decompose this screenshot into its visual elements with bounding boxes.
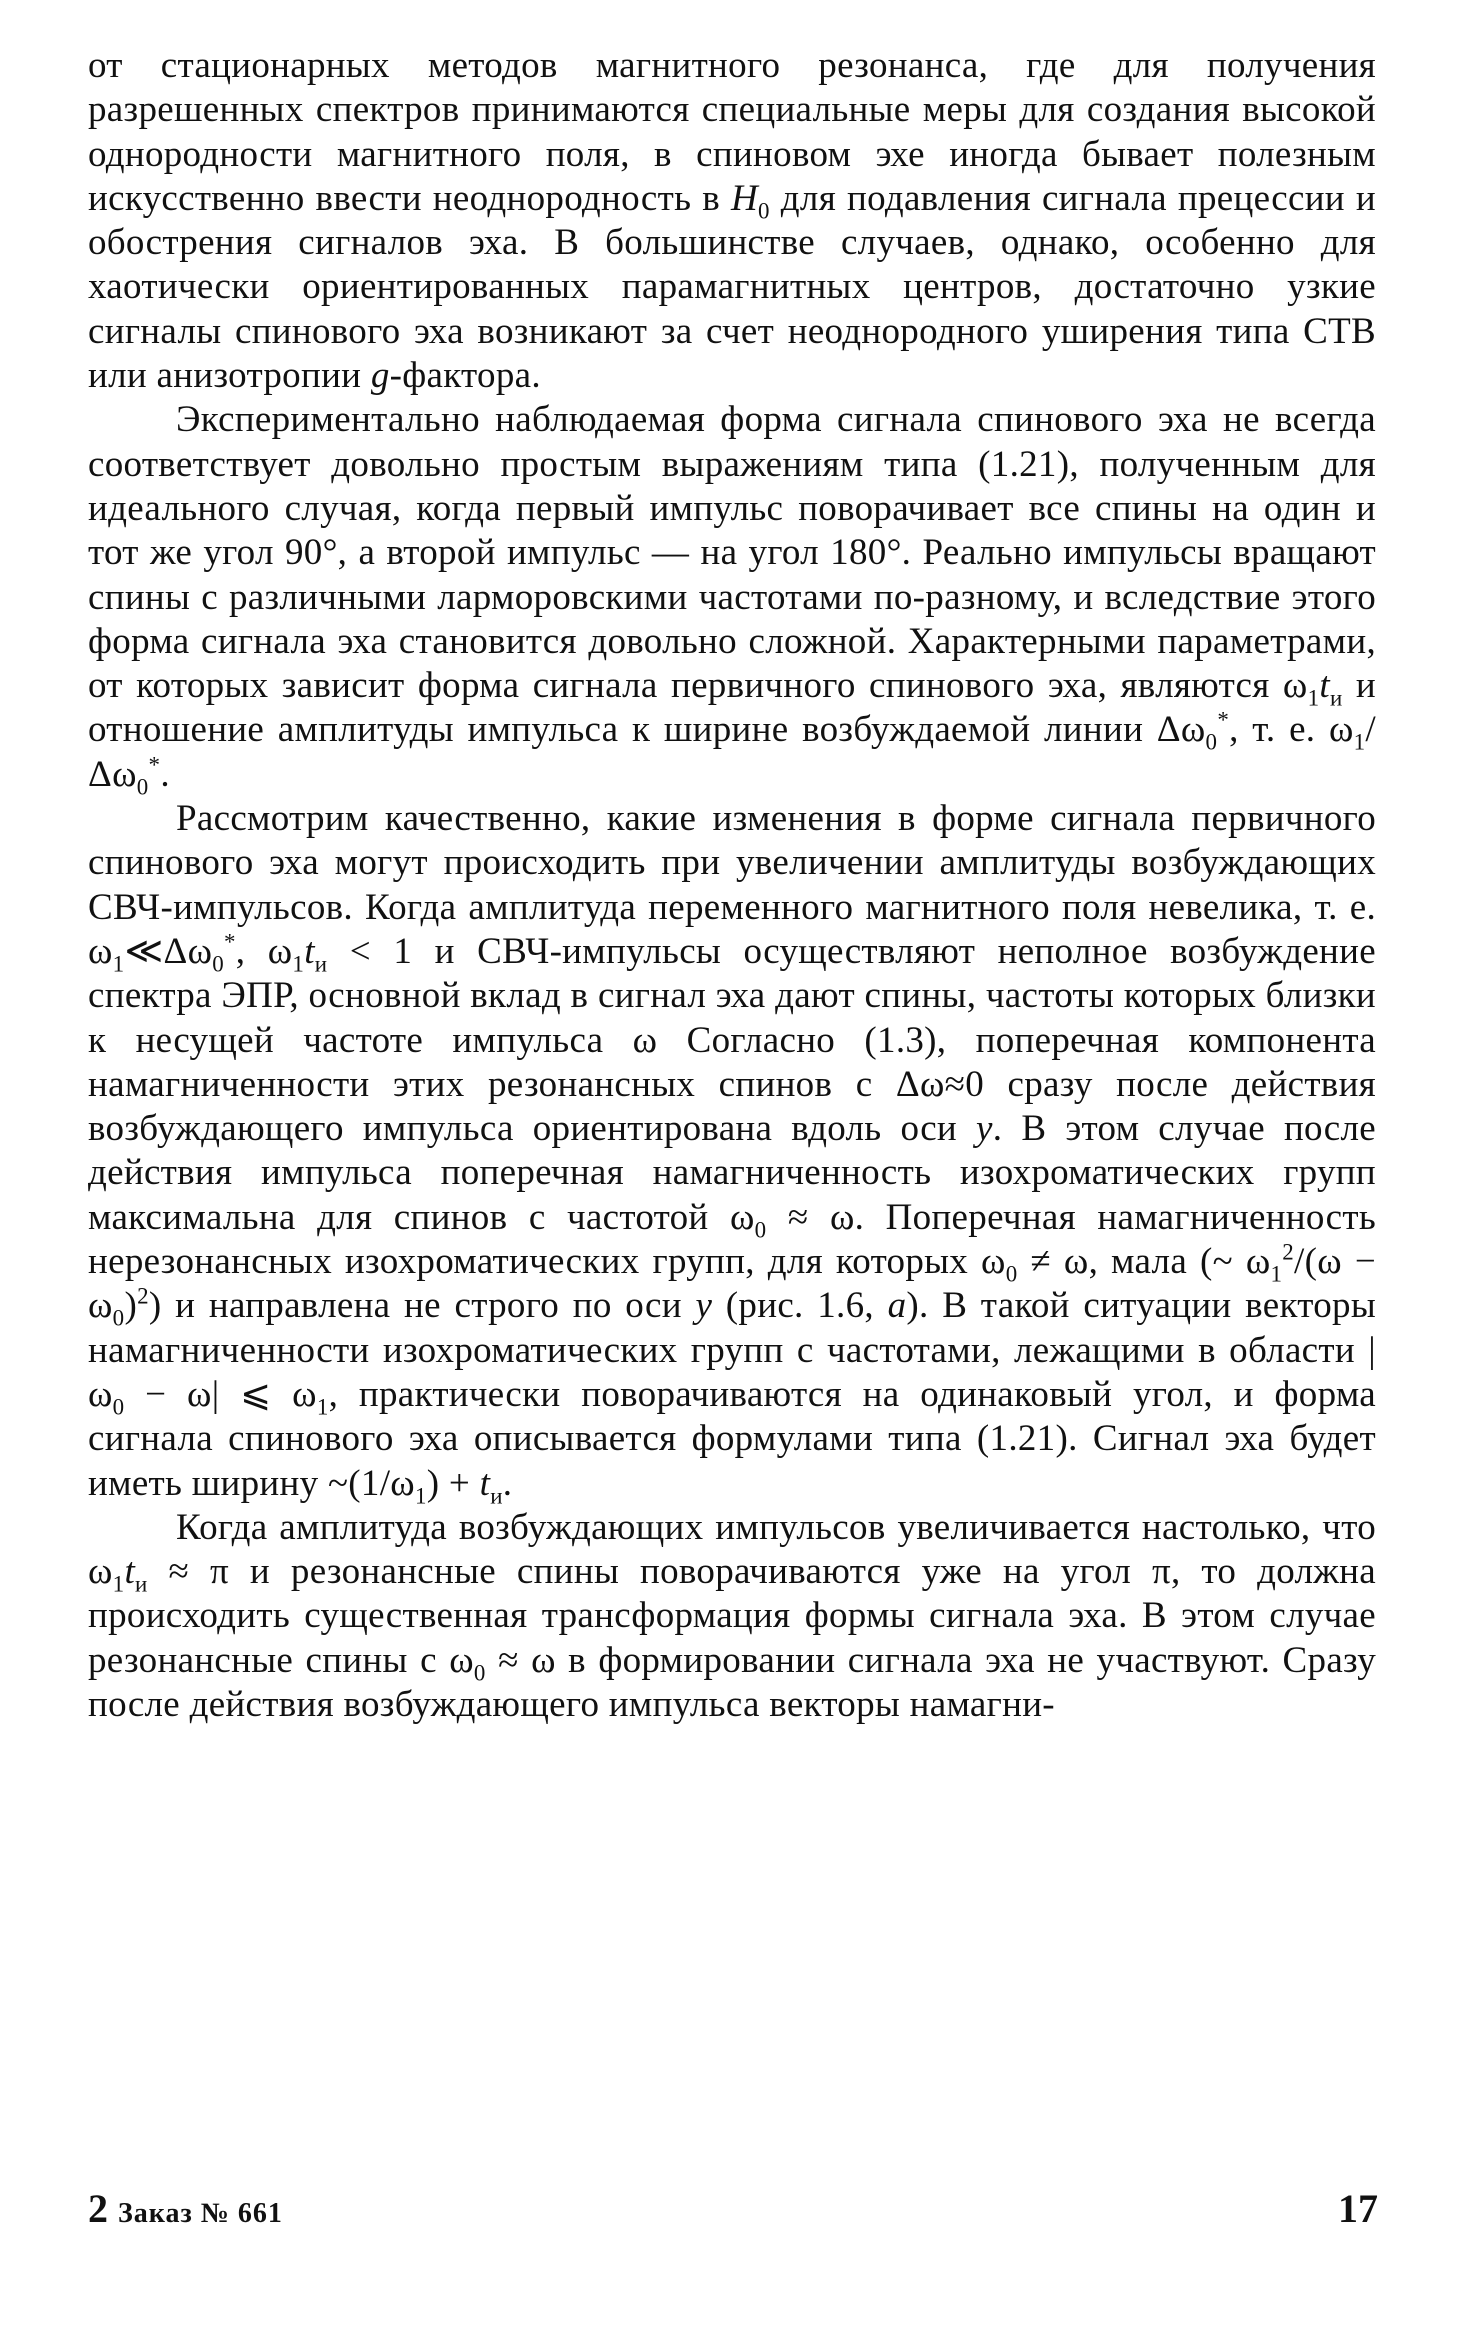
page-body <box>88 44 1376 1727</box>
page-footer <box>88 2185 1378 2245</box>
page-number: 17 <box>1338 2186 1378 2231</box>
paragraph-2: Экспериментально наблюдаемая форма сигнала спинового эха не всегда соответствует довольно простым выражениям типа (1.21), полученным для идеального случая, когда первый импульс поворачивает все спины на один и тот же угол 90°, а второй импульс — на угол 180°. Реально импульсы вращают спины с различными ларморовскими частотами по-разному, и вследствие этого форма сигнала эха становится довольно сложной. Характерными параметрами, от которых зависит форма сигнала первичного спинового эха, являются $\omega_1t_и$ и отношение амплитуды импульса к ширине возбуждаемой линии $\Delta\omega_0^*$, т. е. $\omega_1/\Delta\omega_0^*$. <box>88 399 1376 800</box>
paragraph-3: Рассмотрим качественно, какие изменения в форме сигнала первичного спинового эха могут происходить при увеличении амплитуды возбуждающих СВЧ-импульсов. Когда амплитуда переменного магнитного поля невелика, т. е. $\omega_1≪\Delta\omega_0^*$, $\omega_1t_и < 1$ и СВЧ-импульсы осуществляют неполное возбуждение спектра ЭПР, основной вклад в сигнал эха дают спины, частоты которых близки к несущей частоте импульса ω Согласно (1.3), поперечная компонента намагниченности этих резонансных спинов с Δω≈0 сразу после действия возбуждающего импульса ориентирована вдоль оси y. В этом случае после действия импульса поперечная намагниченность изохроматических групп максимальна для спинов с частотой $\omega_0 \approx \omega$. Поперечная намагниченность нерезонансных изохроматических групп, для которых $\omega_0 \ne \omega$, мала (~ $\omega_1^2/(\omega - \omega_0)^2$) и направлена не строго по оси y (рис. 1.6, а). В такой ситуации векторы намагниченности изохроматических групп с частотами, лежащими в области $|\omega_0 - \omega|$ ⩽ $\omega_1$, практически поворачиваются на одинаковый угол, и форма сигнала спинового эха описывается формулами типа (1.21). Сигнал эха будет иметь ширину $\sim(1/\omega_1) + t_и$. <box>88 798 1377 1508</box>
printer-signature <box>88 2185 283 2232</box>
paragraph-1: от стационарных методов магнитного резонанса, где для получения разрешенных спектров принимаются специальные меры для создания высокой однородности магнитного поля, в спиновом эхе иногда бывает полезным искусственно ввести неоднородность в $H_0$ для подавления сигнала прецессии и обострения сигналов эха. В большинстве случаев, однако, особенно для хаотически ориентированных парамагнитных центров, достаточно узкие сигналы спинового эха возникают за счет неоднородного уширения типа СТВ или анизотропии g-фактора. <box>88 45 1376 397</box>
signature-number: 2 <box>88 2186 109 2231</box>
paragraph-4: Когда амплитуда возбуждающих импульсов увеличивается настолько, что $\omega_1t_и \approx \pi$ и резонансные спины поворачиваются уже на угол π, то должна происходить существенная трансформация формы сигнала эха. В этом случае резонансные спины с $\omega_0 \approx \omega$ в формировании сигнала эха не участвуют. Сразу после действия возбуждающего импульса векторы намагни- <box>88 1506 1376 1725</box>
signature-text: Заказ № 661 <box>118 2198 283 2229</box>
